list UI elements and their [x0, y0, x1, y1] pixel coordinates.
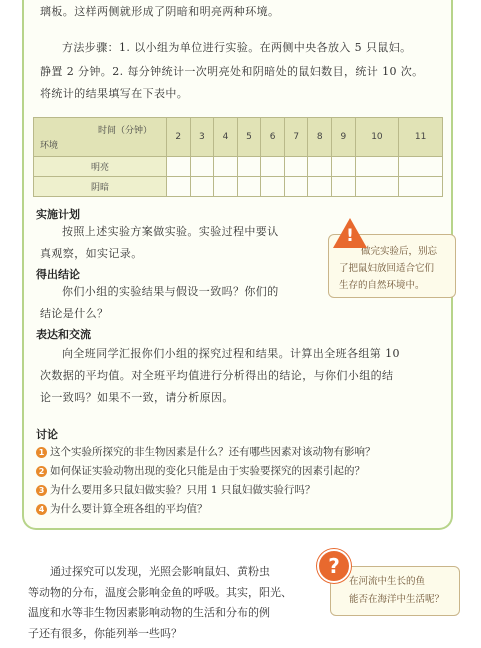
- table-cell[interactable]: [332, 157, 356, 177]
- table-cell[interactable]: [284, 177, 308, 197]
- conclusion-line-2: 结论是什么？: [40, 307, 109, 320]
- discussion-number: 3: [36, 485, 47, 496]
- table-cell[interactable]: [190, 157, 214, 177]
- intro-line-4: 将统计的结果填写在下表中。: [40, 87, 189, 100]
- table-cell[interactable]: [167, 157, 191, 177]
- minute-header: 9: [332, 118, 356, 157]
- closing-line-1: 通过探究可以发现，光照会影响鼠妇、黄粉虫: [50, 565, 270, 578]
- minute-header: 5: [237, 118, 261, 157]
- table-cell[interactable]: [399, 177, 443, 197]
- discussion-heading: 讨论: [36, 428, 58, 441]
- table-cell[interactable]: [237, 157, 261, 177]
- plan-line-1: 按照上述实验方案做实验。实验过程中要认: [62, 225, 279, 238]
- table-cell[interactable]: [308, 157, 332, 177]
- closing-line-4: 子还有很多，你能列举一些吗？: [28, 626, 182, 640]
- plan-heading: 实施计划: [36, 208, 80, 221]
- table-cell[interactable]: [167, 177, 191, 197]
- question-icon: ?: [317, 549, 351, 583]
- minute-header: 10: [355, 118, 399, 157]
- plan-line-2: 真观察，如实记录。: [40, 247, 143, 260]
- discussion-item: 如何保证实验动物出现的变化只能是由于实验要探究的因素引起的？: [50, 465, 365, 477]
- table-cell[interactable]: [284, 157, 308, 177]
- table-cell[interactable]: [190, 177, 214, 197]
- discussion-item: 为什么要计算全班各组的平均值？: [50, 503, 208, 515]
- table-cell[interactable]: [261, 177, 285, 197]
- discussion-item: 这个实验所探究的非生物因素是什么？还有哪些因素对该动物有影响？: [50, 446, 376, 458]
- intro-line-1: 璃板。这样两侧就形成了阴暗和明亮两种环境。: [40, 5, 280, 18]
- table-cell[interactable]: [355, 157, 399, 177]
- conclusion-heading: 得出结论: [36, 268, 80, 281]
- minute-header: 11: [399, 118, 443, 157]
- table-cell[interactable]: [355, 177, 399, 197]
- minute-header: 2: [167, 118, 191, 157]
- table-cell[interactable]: [399, 157, 443, 177]
- row-label-bright: 明亮: [34, 157, 167, 177]
- discussion-number: 1: [36, 447, 47, 458]
- results-table: [33, 117, 443, 197]
- table-corner-header: [34, 118, 167, 157]
- discussion-item: 为什么要用多只鼠妇做实验？只用 1 只鼠妇做实验行吗？: [50, 484, 316, 496]
- exchange-line-1: 向全班同学汇报你们小组的探究过程和结果。计算出全班各组第 10: [62, 347, 400, 360]
- header-time-label: 时间（分钟）: [97, 126, 152, 136]
- closing-paragraph: [28, 562, 318, 644]
- thinking-question-box: [330, 566, 460, 616]
- warning-mark: !: [346, 226, 354, 246]
- row-label-dark: 阴暗: [34, 177, 167, 197]
- header-env-label: 环境: [40, 141, 59, 151]
- closing-line-3: 温度和水等非生物因素影响动物的生活和分布的例: [28, 606, 270, 619]
- minute-header: 4: [214, 118, 238, 157]
- conclusion-line-1: 你们小组的实验结果与假设一致吗？你们的: [62, 285, 279, 298]
- question-line-1: 在河流中生长的鱼: [349, 576, 426, 587]
- table-header-row: [34, 118, 443, 157]
- table-cell[interactable]: [237, 177, 261, 197]
- minute-header: 8: [308, 118, 332, 157]
- minute-header: 3: [190, 118, 214, 157]
- table-row: [34, 177, 443, 197]
- table-row: [34, 157, 443, 177]
- discussion-number: 2: [36, 466, 47, 477]
- table-cell[interactable]: [261, 157, 285, 177]
- safety-note-line-3: 生存的自然环境中。: [339, 280, 425, 291]
- closing-line-2: 等动物的分布，温度会影响金鱼的呼吸。其实，阳光、: [28, 585, 292, 599]
- exchange-line-3: 论一致吗？如果不一致，请分析原因。: [40, 391, 234, 404]
- table-cell[interactable]: [332, 177, 356, 197]
- table-cell[interactable]: [214, 157, 238, 177]
- minute-header: 6: [261, 118, 285, 157]
- discussion-number: 4: [36, 504, 47, 515]
- intro-line-2: 方法步骤：1. 以小组为单位进行实验。在两侧中央各放入 5 只鼠妇。: [62, 41, 412, 54]
- safety-note-line-1: 做完实验后，别忘: [361, 246, 438, 257]
- exchange-heading: 表达和交流: [36, 328, 91, 341]
- exchange-line-2: 次数据的平均值。对全班平均值进行分析得出的结论，与你们小组的结: [40, 369, 394, 382]
- table-cell[interactable]: [308, 177, 332, 197]
- intro-line-3: 静置 2 分钟。2. 每分钟统计一次明亮处和阴暗处的鼠妇数目，统计 10 次。: [40, 65, 424, 78]
- safety-note-line-2: 了把鼠妇放回适合它们: [339, 263, 435, 274]
- table-cell[interactable]: [214, 177, 238, 197]
- minute-header: 7: [284, 118, 308, 157]
- question-line-2: 能否在海洋中生活呢？: [349, 594, 445, 605]
